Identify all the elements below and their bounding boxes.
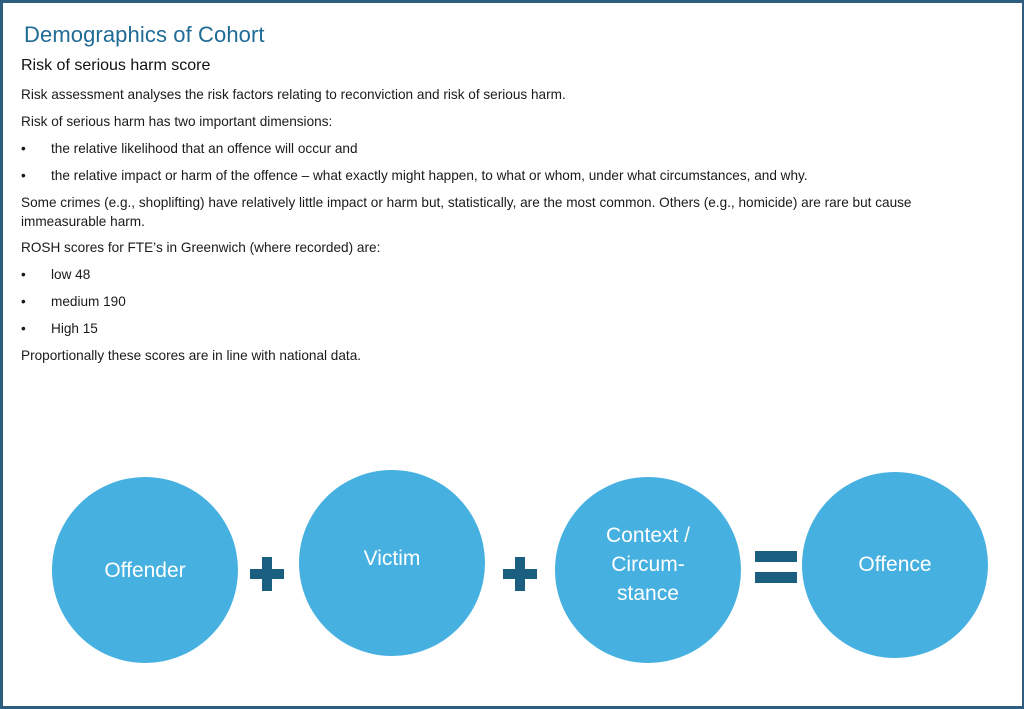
plus-icon	[249, 556, 285, 592]
list-item-text: the relative impact or harm of the offence – what exactly might happen, to what or whom, under what circumstances, and why.	[51, 168, 808, 183]
intro-paragraph: Risk assessment analyses the risk factors relating to reconviction and risk of serious harm.	[21, 87, 566, 102]
context-circle	[555, 477, 741, 663]
offender-circle	[52, 477, 238, 663]
page-title: Demographics of Cohort	[24, 22, 265, 47]
offence-label: Offence	[858, 552, 932, 576]
crimes-paragraph: Some crimes (e.g., shoplifting) have relatively little impact or harm but, statistically, are the most common. Others (e.g., homicide) are rare but cause immeasurable harm.	[21, 195, 912, 229]
offence-circle	[802, 472, 988, 658]
context-label-line: stance	[617, 581, 679, 605]
list-item-text: medium 190	[51, 294, 126, 309]
list-item-text: High 15	[51, 321, 98, 336]
bullet-marker: •	[21, 267, 26, 282]
bullet-marker: •	[21, 141, 26, 156]
bullet-marker: •	[21, 321, 26, 336]
bullet-marker: •	[21, 294, 26, 309]
dimensions-lead: Risk of serious harm has two important dimensions:	[21, 114, 333, 129]
bullet-marker: •	[21, 168, 26, 183]
conclusion-paragraph: Proportionally these scores are in line with national data.	[21, 348, 362, 363]
list-item-text: low 48	[51, 267, 91, 282]
section-subtitle: Risk of serious harm score	[21, 57, 211, 74]
rosh-lead: ROSH scores for FTE’s in Greenwich (where recorded) are:	[21, 240, 381, 255]
context-label-line: Context /	[605, 523, 691, 547]
plus-icon	[502, 556, 538, 592]
victim-label: Victim	[363, 546, 421, 570]
list-item-text: the relative likelihood that an offence will occur and	[51, 141, 358, 156]
context-label-line: Circum-	[611, 552, 685, 576]
victim-circle	[299, 470, 485, 656]
context-label	[606, 521, 690, 608]
equals-icon	[755, 549, 797, 585]
offender-label: Offender	[104, 558, 186, 582]
